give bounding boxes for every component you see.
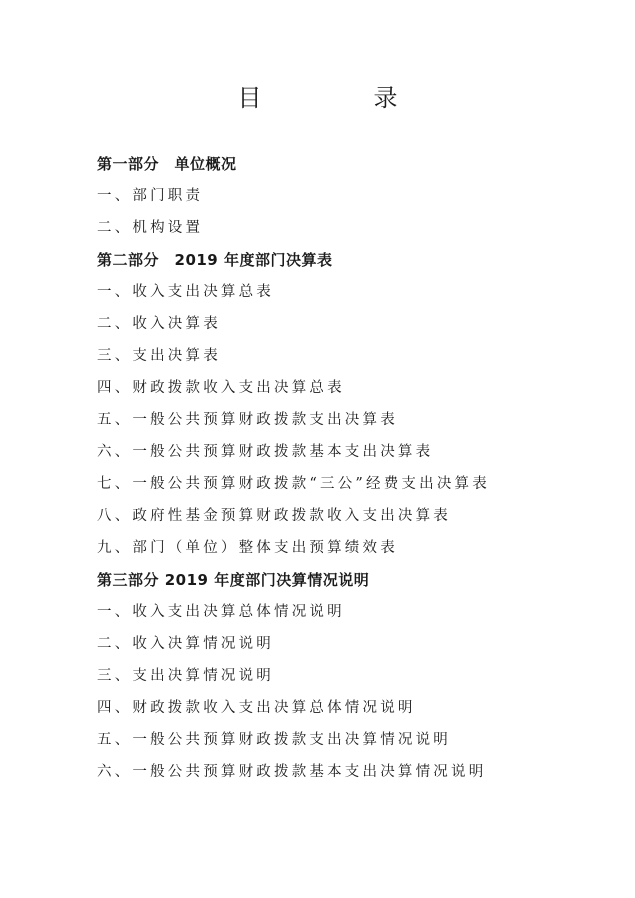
toc-item: 二、收入决算表 [97,316,221,332]
toc-item: 七、一般公共预算财政拨款“三公”经费支出决算表 [97,476,490,492]
toc-item: 五、一般公共预算财政拨款支出决算情况说明 [97,732,451,748]
table-of-contents [97,148,577,788]
toc-item: 六、一般公共预算财政拨款基本支出决算情况说明 [97,764,487,780]
toc-item: 二、机构设置 [97,220,204,236]
toc-item: 三、支出决算表 [97,348,221,364]
page-title: 目 录 [237,84,442,112]
toc-item: 三、支出决算情况说明 [97,668,274,684]
toc-item: 二、收入决算情况说明 [97,636,274,652]
toc-part-heading: 第三部分 2019 年度部门决算情况说明 [97,571,370,589]
toc-item: 四、财政拨款收入支出决算总表 [97,380,345,396]
toc-item: 五、一般公共预算财政拨款支出决算表 [97,412,398,428]
toc-item: 九、部门（单位）整体支出预算绩效表 [97,540,398,556]
toc-item: 一、部门职责 [97,188,204,204]
toc-part-heading: 第一部分 单位概况 [97,155,237,173]
toc-item: 八、政府性基金预算财政拨款收入支出决算表 [97,508,451,524]
toc-item: 一、收入支出决算总体情况说明 [97,604,345,620]
toc-part-heading: 第二部分 2019 年度部门决算表 [97,251,333,269]
toc-item: 四、财政拨款收入支出决算总体情况说明 [97,700,416,716]
toc-item: 六、一般公共预算财政拨款基本支出决算表 [97,444,434,460]
toc-item: 一、收入支出决算总表 [97,284,274,300]
